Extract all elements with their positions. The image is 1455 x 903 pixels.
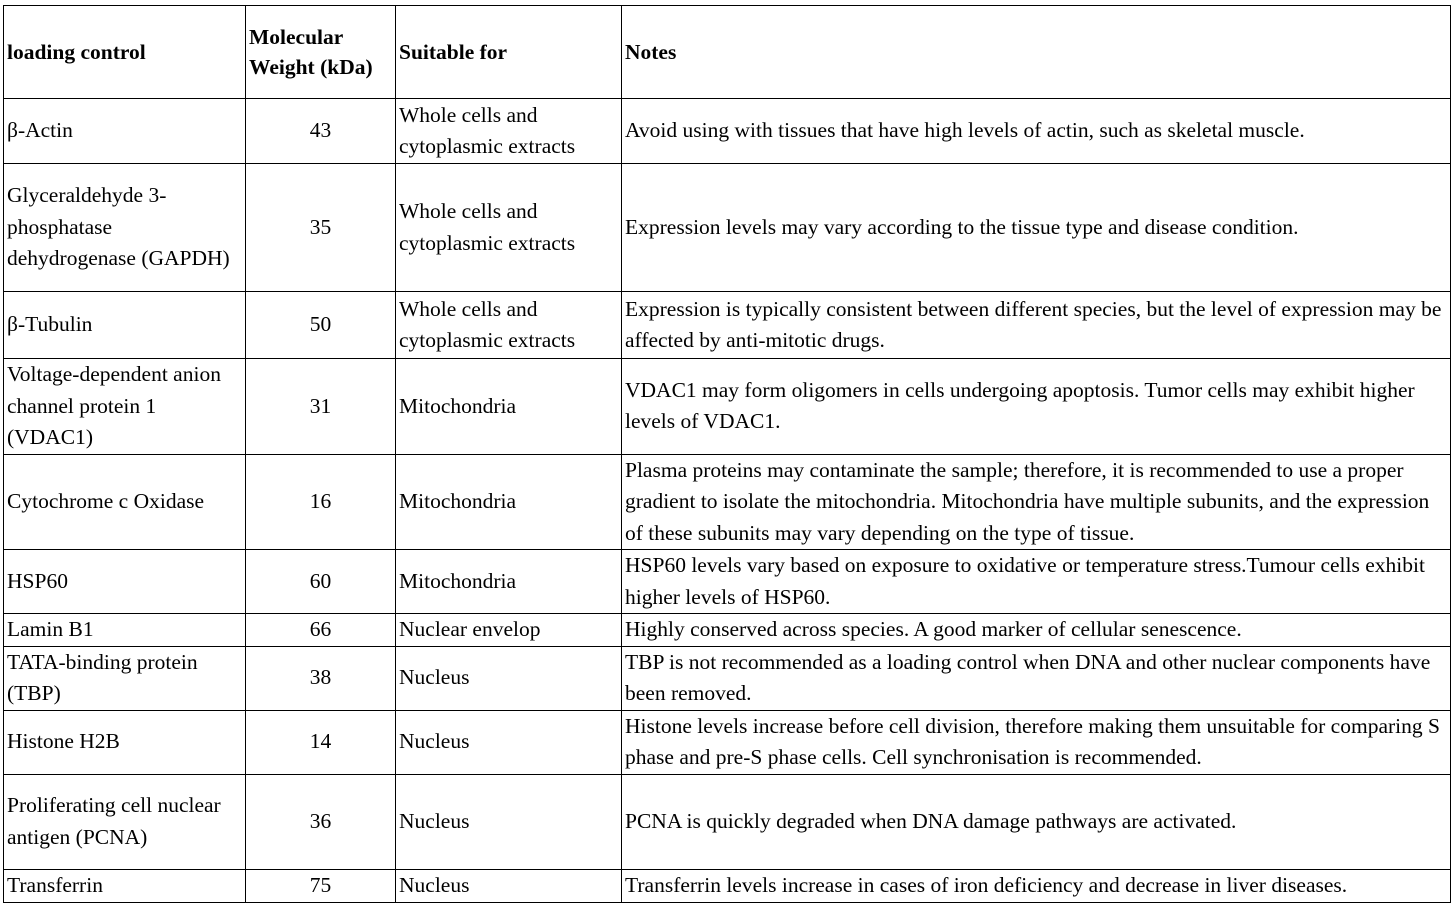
cell-loading-control: Histone H2B — [4, 710, 246, 774]
cell-suitable-for: Mitochondria — [396, 359, 622, 455]
table-row — [4, 99, 1451, 164]
cell-molecular-weight: 38 — [246, 646, 396, 710]
table-row — [4, 292, 1451, 359]
header-notes: Notes — [622, 6, 1451, 99]
cell-molecular-weight: 31 — [246, 359, 396, 455]
cell-loading-control: Voltage-dependent anion channel protein 1 (VDAC1) — [4, 359, 246, 455]
table-row — [4, 359, 1451, 455]
cell-notes: PCNA is quickly degraded when DNA damage pathways are activated. — [622, 774, 1451, 869]
cell-suitable-for: Nucleus — [396, 869, 622, 902]
cell-loading-control: Glyceraldehyde 3-phosphatase dehydrogenase (GAPDH) — [4, 164, 246, 292]
cell-suitable-for: Whole cells and cytoplasmic extracts — [396, 292, 622, 359]
cell-molecular-weight: 36 — [246, 774, 396, 869]
table-row — [4, 550, 1451, 614]
cell-notes: TBP is not recommended as a loading control when DNA and other nuclear components have been removed. — [622, 646, 1451, 710]
header-loading-control: loading control — [4, 6, 246, 99]
table-row — [4, 454, 1451, 550]
cell-loading-control: Lamin B1 — [4, 614, 246, 647]
table-row — [4, 646, 1451, 710]
cell-notes: Transferrin levels increase in cases of iron deficiency and decrease in liver diseases. — [622, 869, 1451, 902]
cell-suitable-for: Nucleus — [396, 646, 622, 710]
cell-notes: HSP60 levels vary based on exposure to oxidative or temperature stress.Tumour cells exhibit higher levels of HSP60. — [622, 550, 1451, 614]
cell-suitable-for: Mitochondria — [396, 550, 622, 614]
cell-suitable-for: Nucleus — [396, 774, 622, 869]
cell-molecular-weight: 43 — [246, 99, 396, 164]
cell-loading-control: Proliferating cell nuclear antigen (PCNA) — [4, 774, 246, 869]
cell-suitable-for: Nucleus — [396, 710, 622, 774]
cell-suitable-for: Nuclear envelop — [396, 614, 622, 647]
table-row — [4, 164, 1451, 292]
table-row — [4, 710, 1451, 774]
cell-notes: Plasma proteins may contaminate the sample; therefore, it is recommended to use a proper gradient to isolate the mitochondria. Mitochondria have multiple subunits, and the expression of these subunits may vary depending on the type of tissue. — [622, 454, 1451, 550]
table-row — [4, 614, 1451, 647]
header-molecular-weight: Molecular Weight (kDa) — [246, 6, 396, 99]
cell-molecular-weight: 75 — [246, 869, 396, 902]
cell-molecular-weight: 14 — [246, 710, 396, 774]
cell-suitable-for: Whole cells and cytoplasmic extracts — [396, 99, 622, 164]
cell-molecular-weight: 16 — [246, 454, 396, 550]
cell-notes: Histone levels increase before cell division, therefore making them unsuitable for comparing S phase and pre-S phase cells. Cell synchronisation is recommended. — [622, 710, 1451, 774]
cell-loading-control: β-Tubulin — [4, 292, 246, 359]
cell-loading-control: β-Actin — [4, 99, 246, 164]
cell-notes: Expression is typically consistent between different species, but the level of expression may be affected by anti-mitotic drugs. — [622, 292, 1451, 359]
cell-notes: Avoid using with tissues that have high levels of actin, such as skeletal muscle. — [622, 99, 1451, 164]
cell-molecular-weight: 60 — [246, 550, 396, 614]
header-suitable-for: Suitable for — [396, 6, 622, 99]
cell-loading-control: TATA-binding protein (TBP) — [4, 646, 246, 710]
cell-notes: VDAC1 may form oligomers in cells undergoing apoptosis. Tumor cells may exhibit higher levels of VDAC1. — [622, 359, 1451, 455]
cell-notes: Expression levels may vary according to the tissue type and disease condition. — [622, 164, 1451, 292]
cell-notes: Highly conserved across species. A good marker of cellular senescence. — [622, 614, 1451, 647]
loading-control-table — [3, 5, 1451, 903]
table-row — [4, 869, 1451, 902]
cell-loading-control: Transferrin — [4, 869, 246, 902]
cell-loading-control: HSP60 — [4, 550, 246, 614]
cell-suitable-for: Mitochondria — [396, 454, 622, 550]
header-row — [4, 6, 1451, 99]
cell-molecular-weight: 35 — [246, 164, 396, 292]
table-row — [4, 774, 1451, 869]
cell-suitable-for: Whole cells and cytoplasmic extracts — [396, 164, 622, 292]
cell-loading-control: Cytochrome c Oxidase — [4, 454, 246, 550]
cell-molecular-weight: 66 — [246, 614, 396, 647]
cell-molecular-weight: 50 — [246, 292, 396, 359]
